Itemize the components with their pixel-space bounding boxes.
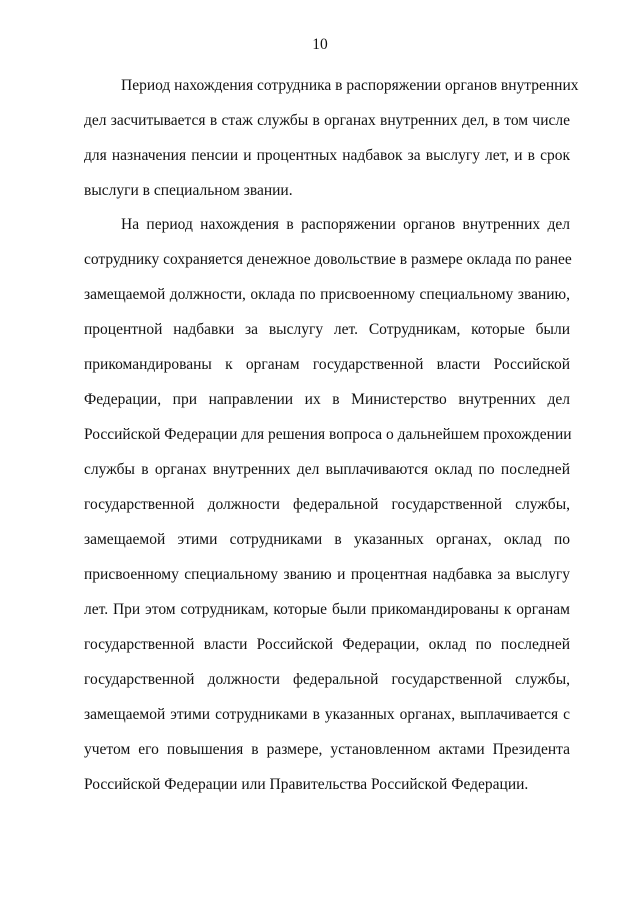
paragraph-2-line-11: присвоенному специальному званию и процентная надбавка за выслугу	[84, 566, 570, 583]
paragraph-2-line-1: На период нахождения в распоряжении органов внутренних дел	[121, 216, 570, 233]
paragraph-2-line-3: замещаемой должности, оклада по присвоенному специальному званию,	[84, 286, 570, 303]
paragraph-1-line-2: дел засчитывается в стаж службы в органах внутренних дел, в том числе	[84, 112, 570, 129]
paragraph-2-line-13: государственной власти Российской Федерации, оклад по последней	[84, 636, 570, 653]
paragraph-2-line-12: лет. При этом сотрудникам, которые были прикомандированы к органам	[84, 601, 570, 618]
paragraph-1-line-3: для назначения пенсии и процентных надбавок за выслугу лет, и в срок	[84, 147, 570, 164]
paragraph-2-line-16: учетом его повышения в размере, установленном актами Президента	[84, 741, 570, 758]
paragraph-2-line-4: процентной надбавки за выслугу лет. Сотрудникам, которые были	[84, 321, 570, 338]
paragraph-2-line-10: замещаемой этими сотрудниками в указанных органах, оклад по	[84, 531, 570, 548]
paragraph-2-line-9: государственной должности федеральной государственной службы,	[84, 496, 570, 513]
paragraph-2-line-15: замещаемой этими сотрудниками в указанных органах, выплачивается с	[84, 706, 570, 723]
paragraph-2-line-2: сотруднику сохраняется денежное довольствие в размере оклада по ранее	[84, 251, 572, 268]
paragraph-2-line-6: Федерации, при направлении их в Министерство внутренних дел	[84, 391, 570, 408]
paragraph-2-line-7: Российской Федерации для решения вопроса о дальнейшем прохождении	[84, 426, 572, 443]
paragraph-2-line-17: Российской Федерации или Правительства Российской Федерации.	[84, 776, 529, 793]
paragraph-2-line-5: прикомандированы к органам государственной власти Российской	[84, 356, 570, 373]
paragraph-1-line-1: Период нахождения сотрудника в распоряжении органов внутренних	[121, 77, 579, 94]
paragraph-2-line-14: государственной должности федеральной государственной службы,	[84, 671, 570, 688]
page-number: 10	[312, 36, 328, 53]
paragraph-1-line-4: выслуги в специальном звании.	[84, 182, 293, 199]
paragraph-2-line-8: службы в органах внутренних дел выплачиваются оклад по последней	[84, 461, 570, 478]
